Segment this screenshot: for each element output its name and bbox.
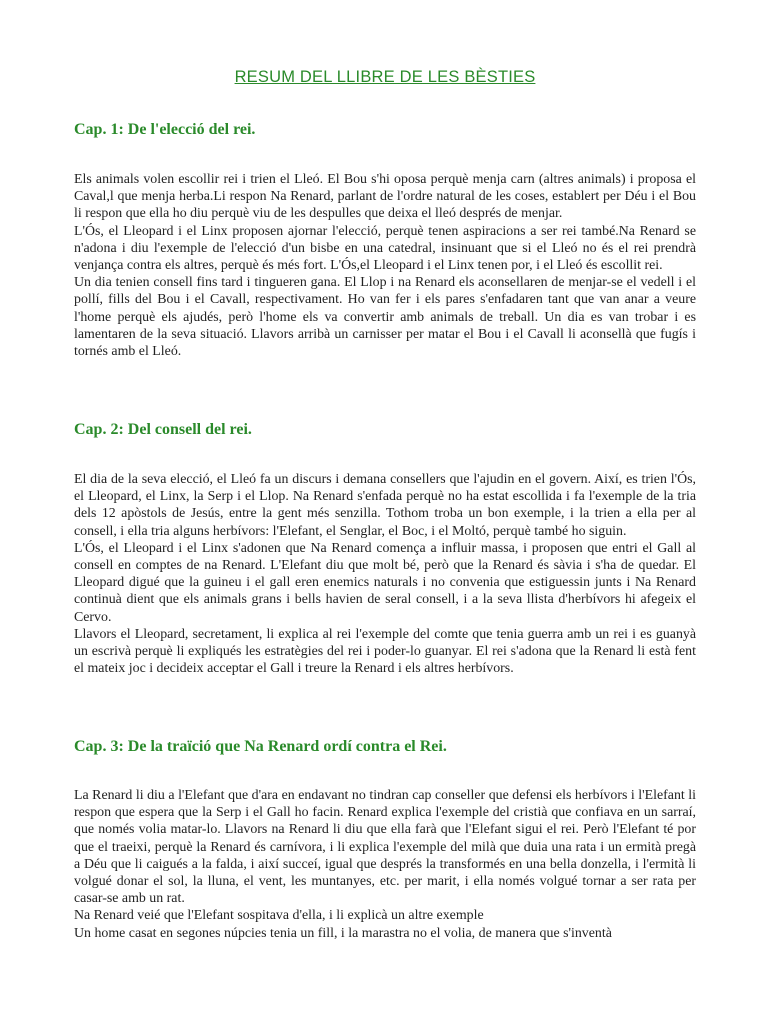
chapter-body [74, 171, 696, 360]
chapter-1 [74, 121, 696, 360]
paragraph: L'Ós, el Lleopard i el Linx proposen ajornar l'elecció, perquè tenen aspiracions a ser rei també.Na Renard se n'adona i diu l'exemple de l'elecció d'un bisbe en una catedral, insinuant que si el Lleó no és el rei prendrà venjança contra els altres, perquè és més fort. L'Ós,el Lleopard i el Linx tenen por, i el Lleó és escollit rei. [74, 223, 696, 274]
paragraph: Na Renard veié que l'Elefant sospitava d'ella, i li explicà un altre exemple [74, 908, 484, 924]
paragraph: Un home casat en segones núpcies tenia un fill, i la marastra no el volia, de manera que s'inventà [74, 925, 612, 941]
chapter-2 [74, 421, 696, 677]
chapter-heading: Cap. 2: Del consell del rei. [74, 421, 252, 438]
paragraph: El dia de la seva elecció, el Lleó fa un discurs i demana consellers que l'ajudin en el govern. Així, es trien l'Ós, el Lleopard, el Linx, la Serp i el Llop. Na Renard s'enfada perquè no ha estat escollida i fa l'exemple de la tria dels 12 apòstols de Jesús, entre la gent més senzilla. Tothom troba un bon exemple, i la trien a ella per al consell, i ella tria alguns herbívors: l'Elefant, el Senglar, el Boc, i el Moltó, perquè també ho siguin. [74, 472, 696, 539]
chapter-body [74, 787, 696, 942]
chapter-body [74, 471, 696, 677]
chapter-heading: Cap. 1: De l'elecció del rei. [74, 121, 256, 138]
paragraph: Llavors el Lleopard, secretament, li explica al rei l'exemple del comte que tenia guerra amb un rei i es guanyà un escrivà perquè li expliqués les estratègies del rei i poder-lo guanyar. El rei s'adona que la Renard li està fent el mateix joc i decideix acceptar el Gall i treure la Renard i els altres herbívors. [74, 626, 696, 677]
paragraph: Un dia tenien consell fins tard i tingueren gana. El Llop i na Renard els aconsellaren de menjar-se el vedell i el pollí, fills del Bou i el Cavall, respectivament. Ho van fer i els pares s'enfadaren tant que van anar a veure l'home perquè els ajudés, però l'home els va convertir amb animals de treball. Un dia es van trobar i es lamentaren de la seva situació. Llavors arribà un carnisser per matar el Bou i el Cavall li aconsellà que fugís i tornés amb el Lleó. [74, 275, 696, 360]
chapter-heading: Cap. 3: De la traïció que Na Renard ordí contra el Rei. [74, 738, 447, 755]
paragraph: Els animals volen escollir rei i trien el Lleó. El Bou s'hi oposa perquè menja carn (altres animals) i proposa el Caval,l que menja herba.Li respon Na Renard, parlant de l'ordre natural de les coses, establert per Déu i el Bou li respon que ella ho diu perquè viu de les despulles que deixa el lleó després de menjar. [74, 172, 696, 222]
paragraph: La Renard li diu a l'Elefant que d'ara en endavant no tindran cap conseller que defensi els herbívors i l'Elefant li respon que espera que la Serp i el Gall ho facin. Renard explica l'exemple del cristià que confiava en un sarraí, que només volia matar-lo. Llavors na Renard li diu que ella farà que l'Elefant sigui el rei. Però l'Elefant té por que el traeixi, perquè la Renard és carnívora, i li explica l'exemple del milà que duia una rata i un ermità pregà a Déu que li caigués a la falda, i així succeí, igual que després la transformés en una bella donzella, i l'ermità li volgué donar el sol, la lluna, el vent, les muntanyes, etc. per marit, i ella només volgué tornar a ser rata per casar-se amb un rat. [74, 788, 696, 907]
document-title: RESUM DEL LLIBRE DE LES BÈSTIES [234, 68, 536, 86]
chapter-3 [74, 738, 696, 942]
paragraph: L'Ós, el Lleopard i el Linx s'adonen que Na Renard comença a influir massa, i proposen que entri el Gall al consell en comptes de na Renard. L'Elefant diu que molt bé, però que la Renard és sàvia i s'ha de quedar. El Lleopard digué que la guineu i el gall eren enemics naturals i no convenia que estiguessin junts i Na Renard continuà dient que els animals grans i bells havien de seral consell, i a la seva llista d'herbívors hi afegeix el Cervo. [74, 540, 696, 625]
